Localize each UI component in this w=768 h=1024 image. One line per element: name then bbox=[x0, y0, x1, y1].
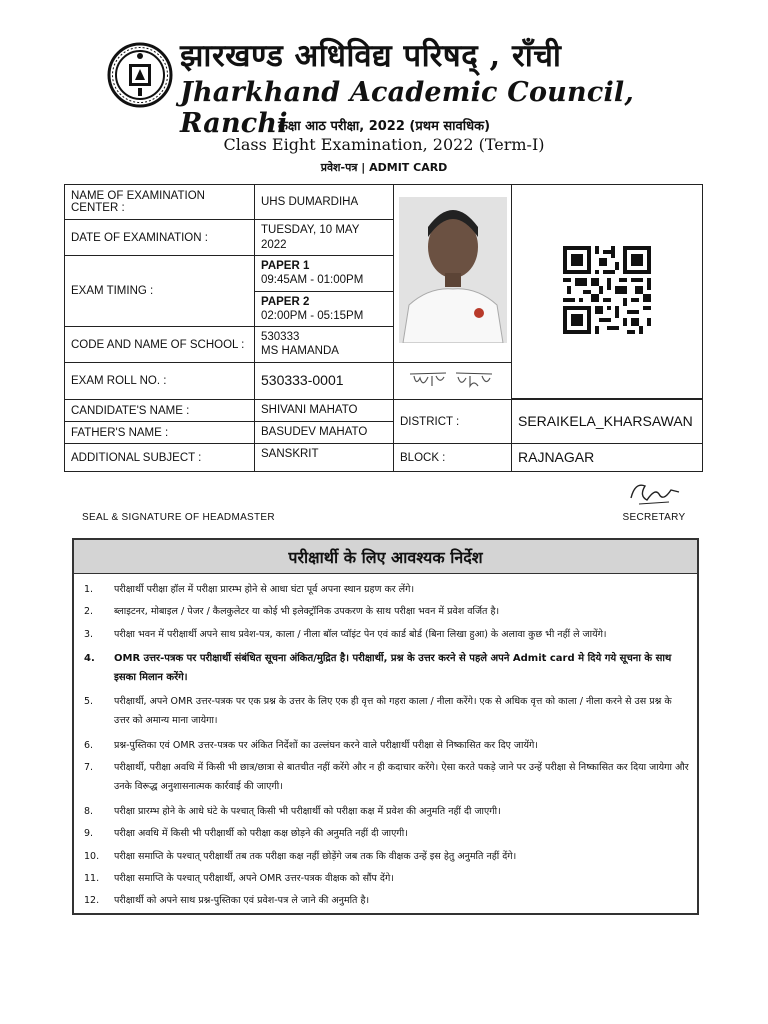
school-label: CODE AND NAME OF SCHOOL : bbox=[64, 326, 255, 363]
council-title-hindi: झारखण्ड अधिविद्य परिषद् , राँची bbox=[180, 38, 562, 74]
additional-subject-value: SANSKRIT bbox=[254, 443, 394, 472]
secretary-signature bbox=[625, 478, 685, 510]
school-cell bbox=[254, 326, 394, 363]
exam-timing-label: EXAM TIMING : bbox=[64, 255, 255, 327]
candidate-name-label: CANDIDATE'S NAME : bbox=[64, 399, 255, 422]
candidate-signature bbox=[406, 368, 496, 394]
headmaster-seal-label: SEAL & SIGNATURE OF HEADMASTER bbox=[82, 512, 275, 523]
instructions-box: परीक्षार्थी के लिए आवश्यक निर्देश 1. परीक्षार्थी परीक्षा हॉल में परीक्षा प्रारम्भ होने से आधा घंटा पूर्व अपना स्थान ग्रहण कर लेंगे। 2. ब्लाइटनर, मोबाइल / पेजर / कैलकुलेटर या कोई भी इलेक्ट्रॉनिक उपकरण के साथ परीक्षा भवन में प्रवेश वर्जित है। 3. परीक्षा भवन में परीक्षार्थी अपने साथ प्रवेश-पत्र, काला / नीला बॉल प्वॉइंट पेन एवं कार्ड बोर्ड (बिना लिखा हुआ) के अलावा कुछ भी नहीं ले जायेंगे। 4. OMR उत्तर-पत्रक पर परीक्षार्थी संबंधित सूचना अंकित/मुद्रित है। परीक्षार्थी, प्रश्न के उत्तर करने से पहले अपने Admit card मे दिये गये सूचना के साथ इसका मिलान करेंगे। 5. परीक्षार्थी, अपने OMR उत्तर-पत्रक पर एक प्रश्न के उत्तर के लिए एक ही वृत्त को गहरा काला / नीला करेंगे। एक से अधिक वृत्त को काला / नीला करने से उस प्रश्न के उत्तर को अमान्य माना जायेगा। 6. प्रश्न-पुस्तिका एवं OMR उत्तर-पत्रक पर अंकित निर्देशों का उल्लंघन करने वाले परीक्षार्थी परीक्षा से निष्कासित कर दिए जायेंगे। 7. परीक्षार्थी, परीक्षा अवधि में किसी भी छात्र/छात्रा से बातचीत नहीं करेंगे और न ही कदाचार करेंगे। ऐसा करते पकड़े जाने पर उन्हें परीक्षा से निष्कासित कर दिया जायेगा और उनके विरूद्ध अनुशासनात्मक कार्रवाई की जाएगी। 8. परीक्षा प्रारम्भ होने के आधे घंटे के पश्चात् किसी भी परीक्षार्थी को परीक्षा कक्ष में प्रवेश की अनुमति नहीं दी जाएगी। 9. परीक्षा अवधि में किसी भी परीक्षार्थी को परीक्षा कक्ष छोड़ने की अनुमति नहीं दी जाएगी। 10. परीक्षा समाप्ति के पश्चात् परीक्षार्थी तब तक परीक्षा कक्ष नहीं छोड़ेंगे जब तक कि वीक्षक उन्हें इस हेतु अनुमति नहीं देंगे। 11. परीक्षा समाप्ति के पश्चात् परीक्षार्थी, अपने OMR उत्तर-पत्रक वीक्षक को सौंप देंगे। 12. परीक्षार्थी को अपने साथ प्रश्न-पुस्तिका एवं प्रवेश-पत्र ले जाने की अनुमति है। bbox=[72, 538, 699, 915]
candidate-signature-cell bbox=[393, 362, 512, 400]
exam-date-label: DATE OF EXAMINATION : bbox=[64, 219, 255, 256]
paper1-cell bbox=[254, 255, 394, 292]
additional-subject-label: ADDITIONAL SUBJECT : bbox=[64, 443, 255, 472]
admit-card-label: प्रवेश-पत्र | ADMIT CARD bbox=[320, 161, 448, 174]
paper1-time: 09:45AM - 01:00PM bbox=[261, 274, 364, 287]
paper2-cell bbox=[254, 291, 394, 327]
school-code: 530333 bbox=[261, 331, 300, 343]
qr-code-icon bbox=[563, 246, 651, 334]
roll-no-value: 530333-0001 bbox=[254, 362, 394, 400]
roll-no-label: EXAM ROLL NO. : bbox=[64, 362, 255, 400]
school-name: MS HAMANDA bbox=[261, 345, 339, 358]
father-name-value: BASUDEV MAHATO bbox=[254, 421, 394, 444]
instructions-heading: परीक्षार्थी के लिए आवश्यक निर्देश bbox=[74, 540, 697, 574]
candidate-photo bbox=[399, 197, 507, 343]
exam-center-value: UHS DUMARDIHA bbox=[254, 184, 394, 220]
candidate-name-value: SHIVANI MAHATO bbox=[254, 399, 394, 422]
district-label: DISTRICT : bbox=[393, 399, 512, 444]
paper2-time: 02:00PM - 05:15PM bbox=[261, 310, 364, 323]
candidate-photo-cell bbox=[393, 184, 512, 363]
admit-card-table bbox=[64, 184, 703, 472]
exam-date-value: TUESDAY, 10 MAY 2022 bbox=[254, 219, 394, 256]
qr-code-cell bbox=[511, 184, 703, 399]
block-label: BLOCK : bbox=[393, 443, 512, 472]
council-title-english: Jharkhand Academic Council, Ranchi bbox=[180, 77, 634, 139]
father-name-label: FATHER'S NAME : bbox=[64, 421, 255, 444]
secretary-label: SECRETARY bbox=[622, 512, 686, 523]
exam-title-english: Class Eight Examination, 2022 (Term-I) bbox=[223, 135, 545, 154]
block-value: RAJNAGAR bbox=[511, 443, 703, 472]
paper2-label: PAPER 2 bbox=[261, 296, 310, 308]
paper1-label: PAPER 1 bbox=[261, 260, 310, 272]
council-seal-icon bbox=[107, 42, 173, 108]
exam-center-label: NAME OF EXAMINATION CENTER : bbox=[64, 184, 255, 220]
exam-title-hindi: कक्षा आठ परीक्षा, 2022 (प्रथम सावधिक) bbox=[277, 119, 491, 134]
district-value: SERAIKELA_KHARSAWAN bbox=[511, 399, 703, 444]
